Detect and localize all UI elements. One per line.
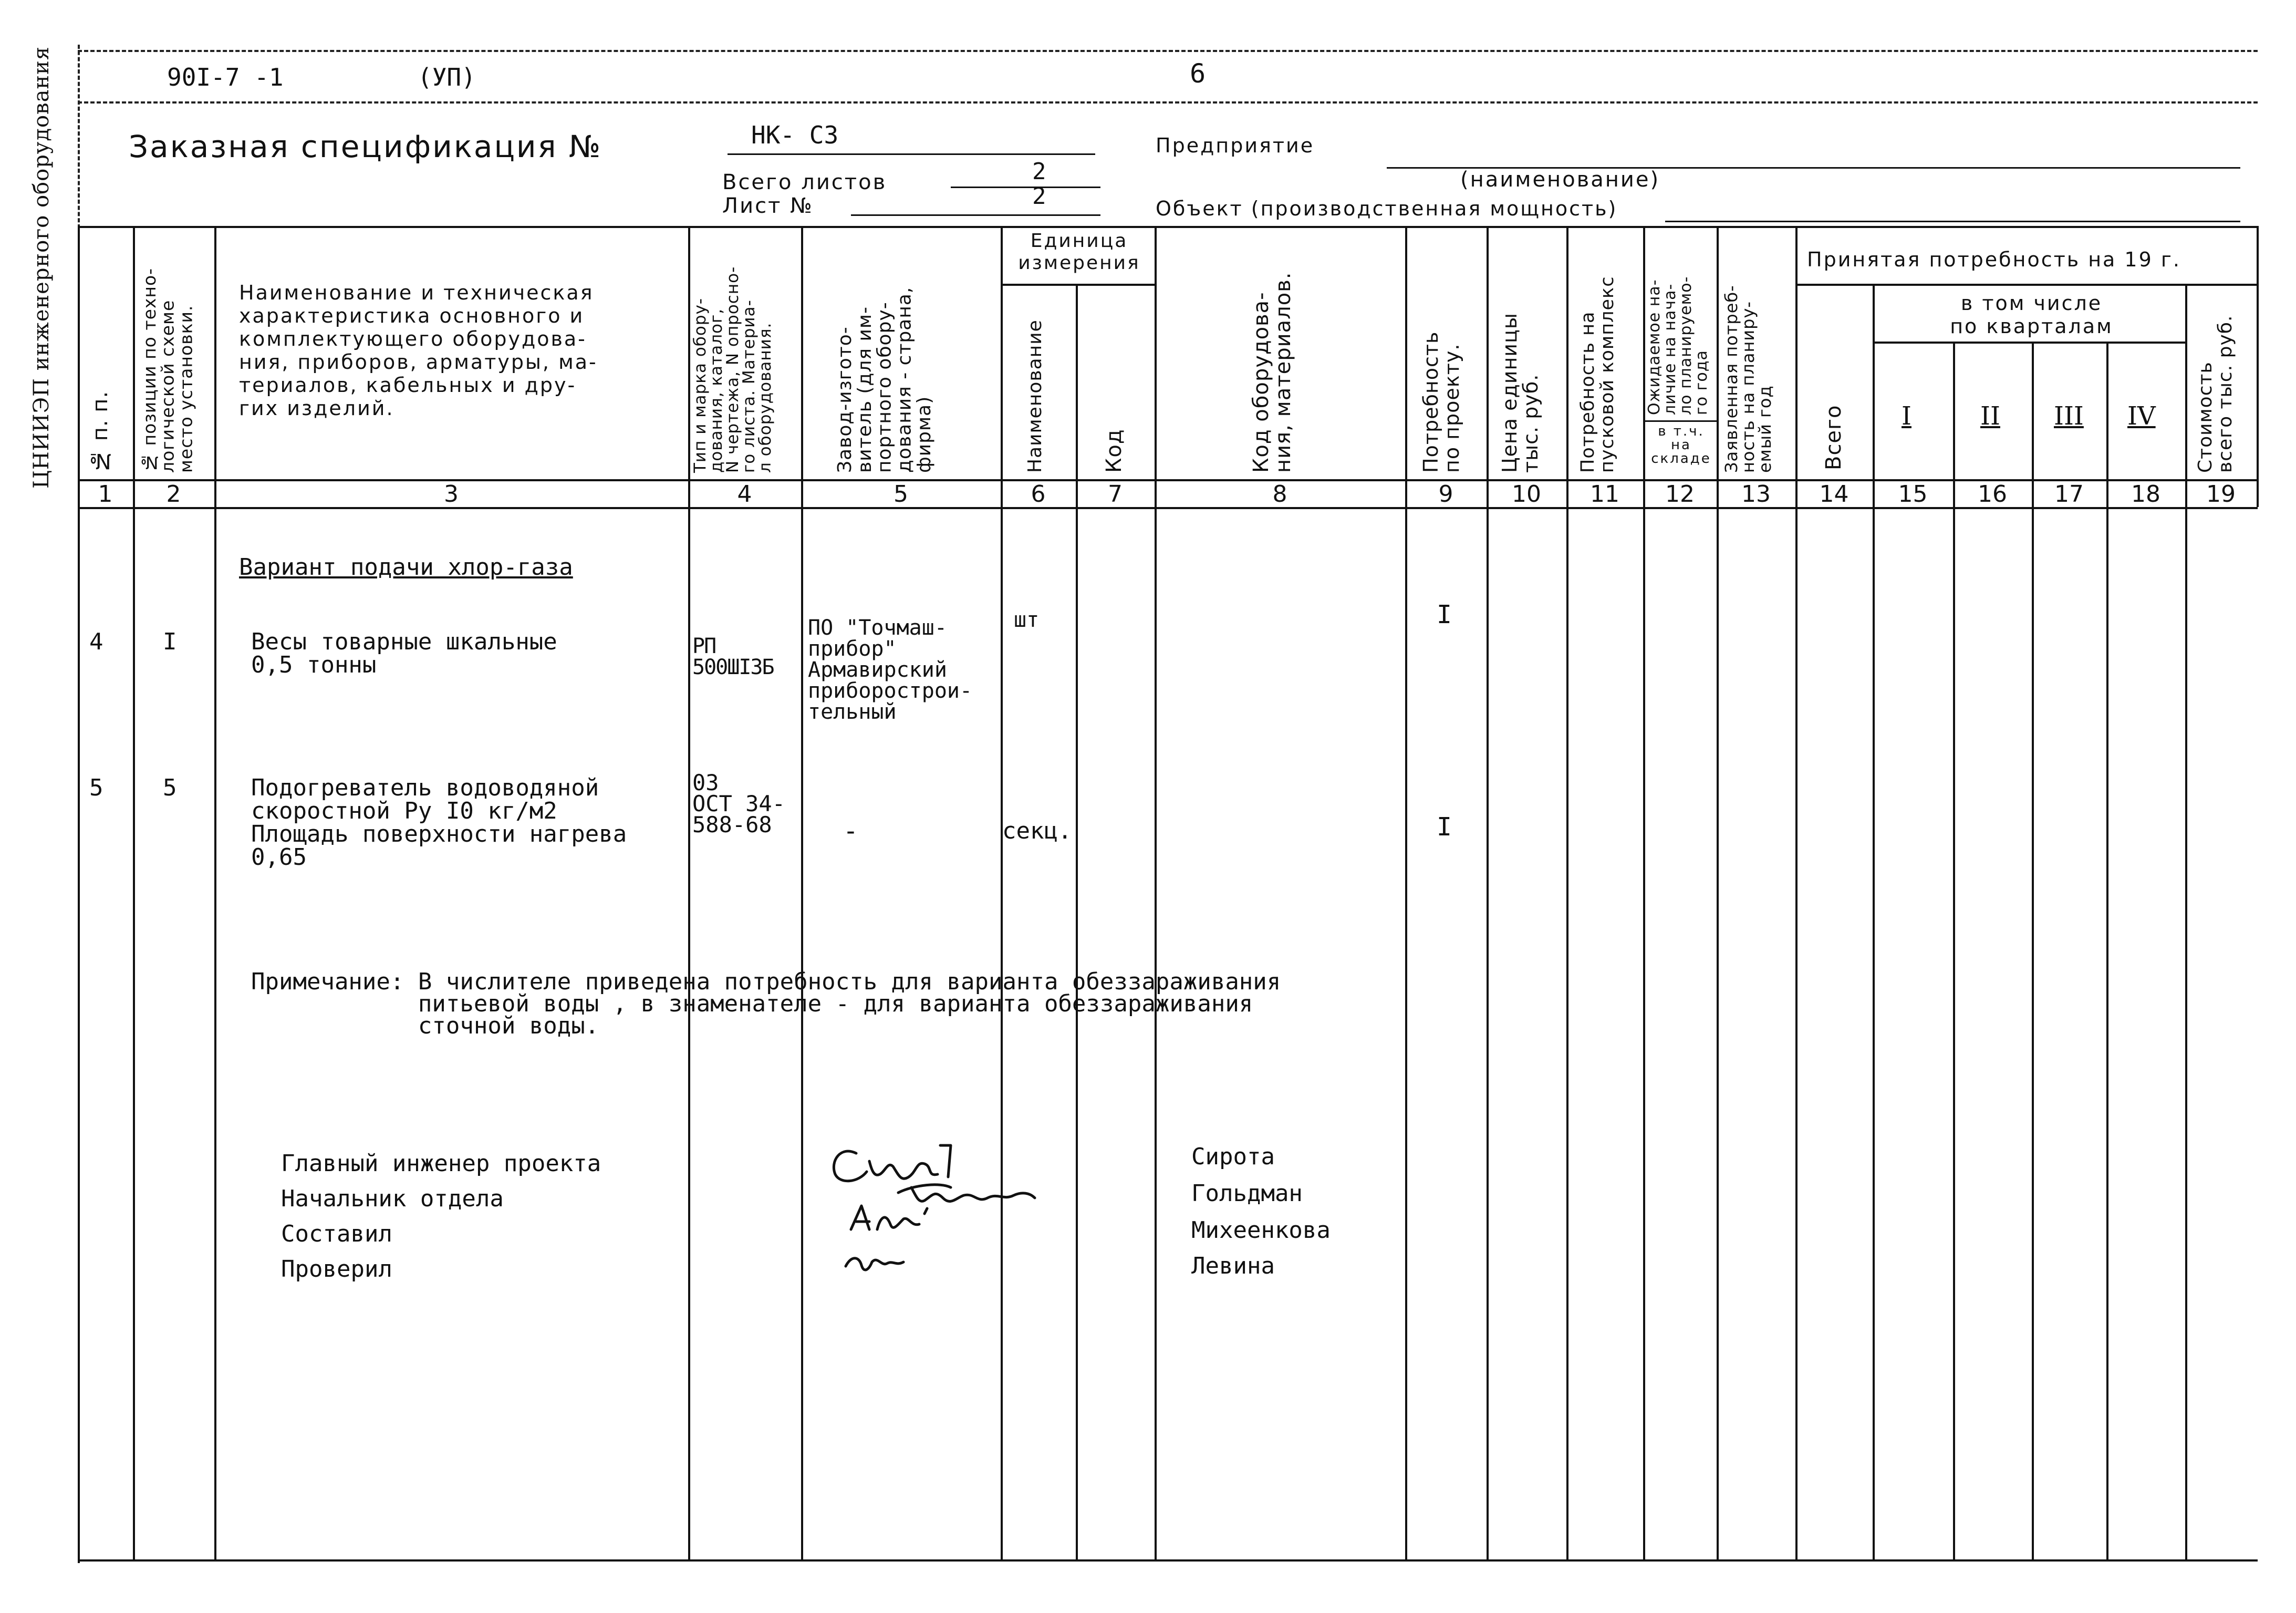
- column-number: 1: [98, 481, 113, 508]
- object-label: Объект (производственная мощность): [1156, 197, 1618, 220]
- row-2-n: 5: [89, 774, 103, 801]
- column-number: 16: [1978, 481, 2007, 508]
- side-label: ЦНИИЭП инженерного оборудования: [29, 46, 54, 489]
- name-caption: (наименование): [1460, 168, 1660, 192]
- col-sep: [1405, 226, 1407, 1560]
- column-number: 6: [1031, 481, 1046, 508]
- column-number: 2: [166, 481, 181, 508]
- col-sep: [1717, 226, 1719, 1560]
- column-number: 10: [1512, 481, 1541, 508]
- stock-line: [1643, 420, 1717, 422]
- quarters-line: [1873, 342, 2187, 344]
- header-c4: Тип и марка обору- дования, каталог, N чертежа, N опросно- го листа. Материа- л оборудования.: [691, 266, 775, 473]
- col-sep: [2032, 342, 2034, 1560]
- header-c7: Код: [1102, 429, 1126, 473]
- column-number: 14: [1819, 481, 1849, 508]
- total-sheets-label: Всего листов: [722, 170, 887, 194]
- column-number: 8: [1272, 481, 1287, 508]
- col-sep: [133, 226, 135, 1560]
- spec-number: НК- С3: [751, 121, 839, 149]
- sheet-line: [851, 214, 1100, 216]
- header-c9: Потребность по проекту.: [1419, 331, 1463, 473]
- frame-right: [2257, 226, 2259, 507]
- frame-line-2: [78, 101, 2258, 104]
- col-sep: [1795, 226, 1798, 1560]
- page-title: Заказная спецификация №: [129, 129, 602, 164]
- col-sep: [2185, 284, 2187, 1560]
- page-number: 6: [1190, 58, 1206, 89]
- sheet-label: Лист №: [722, 194, 814, 218]
- header-c8: Код оборудова- ния, материалов.: [1249, 272, 1295, 473]
- header-c12: Ожидаемое на- личие на нача- ло планируемо- го года: [1645, 276, 1711, 415]
- frame-left: [78, 226, 80, 1563]
- col-sep: [688, 226, 690, 1560]
- section-title: Вариант подачи хлор-газа: [239, 554, 573, 581]
- column-number: 18: [2131, 481, 2160, 508]
- col-sep: [1566, 226, 1568, 1560]
- sheet-value: 2: [1032, 183, 1046, 210]
- header-q1: I: [1902, 401, 1911, 431]
- col-sep: [1076, 284, 1078, 1560]
- header-accepted-need: Принятая потребность на 19 г.: [1807, 248, 2181, 271]
- column-number: 17: [2054, 481, 2084, 508]
- col-sep: [1487, 226, 1489, 1560]
- column-number: 4: [737, 481, 752, 508]
- header-c12b: в т.ч. на складе: [1651, 423, 1711, 467]
- unit-group-line: [1001, 284, 1156, 286]
- header-c14: Всего: [1822, 405, 1846, 470]
- col-sep: [801, 226, 803, 1560]
- header-c13: Заявленная потреб- ность на планиру- емый год: [1721, 285, 1775, 473]
- column-number: 9: [1438, 481, 1453, 508]
- doc-code: 90I-7 -1: [167, 63, 284, 91]
- column-number: 7: [1108, 481, 1123, 508]
- col-sep: [214, 226, 216, 1560]
- row-1-qty: I: [1437, 600, 1452, 629]
- row-2-maker: -: [843, 816, 858, 846]
- row-2-name: Подогреватель водоводяной скоростной Ру I0 кг/м2 Площадь поверхности нагрева 0,65: [251, 774, 627, 871]
- row-1-name: Весы товарные шкальные 0,5 тонны: [251, 628, 557, 678]
- total-sheets-line: [951, 187, 1100, 188]
- frame-bottom: [78, 1559, 2258, 1562]
- row-1-n: 4: [89, 628, 103, 655]
- signature-name: Сирота: [1191, 1143, 1275, 1170]
- column-number: 5: [894, 481, 908, 508]
- col-sep: [1001, 226, 1003, 1560]
- object-line: [1665, 221, 2240, 222]
- header-quarters-group: в том числе по кварталам: [1950, 292, 2113, 338]
- header-c10: Цена единицы тыс. руб.: [1498, 313, 1542, 473]
- header-c3: Наименование и техническая характеристика основного и комплектующего оборудова- ния, приборов, арматуры, ма- териалов, кабельных и дру- гих изделий.: [239, 281, 598, 420]
- frame-top: [78, 50, 2258, 52]
- row-2-unit: секц.: [1002, 818, 1072, 844]
- frame-left-top: [78, 45, 80, 229]
- col-sep: [1873, 284, 1875, 1560]
- header-c6: Наименование: [1024, 319, 1046, 473]
- note: Примечание: В числителе приведена потребность для варианта обеззараживания питьевой воды , в знаменателе - для варианта обеззараживания сточной воды.: [251, 968, 1281, 1039]
- col-sep: [1155, 226, 1157, 1560]
- row-1-type: РП 500ШI3Б: [692, 634, 774, 679]
- column-number: 12: [1665, 481, 1695, 508]
- header-q2: II: [1980, 401, 2000, 431]
- column-number: 15: [1898, 481, 1928, 508]
- header-c5: Завод-изгото- витель (для им- портного обору- дования - страна, фирма): [834, 286, 936, 473]
- column-number: 11: [1590, 481, 1619, 508]
- spec-number-line: [728, 153, 1095, 155]
- header-c19: Стоимость всего тыс. руб.: [2195, 315, 2236, 473]
- col-sep: [1643, 226, 1645, 1560]
- row-2-qty: I: [1437, 812, 1452, 842]
- column-number: 3: [444, 481, 459, 508]
- row-2-pos: 5: [163, 774, 177, 801]
- enterprise-label: Предприятие: [1156, 134, 1315, 157]
- signature-role: Составил: [281, 1221, 392, 1247]
- signature-name: Гольдман: [1191, 1180, 1303, 1207]
- signature-name: Левина: [1191, 1253, 1275, 1279]
- signature-role: Проверил: [281, 1256, 392, 1283]
- row-1-maker: ПО "Точмаш- прибор" Армавирский приборострои- тельный: [808, 616, 973, 724]
- column-number: 19: [2206, 481, 2236, 508]
- signature-role: Главный инженер проекта: [281, 1150, 601, 1177]
- header-top: [78, 226, 2258, 228]
- row-1-pos: I: [163, 628, 177, 655]
- header-c11: Потребность на пусковой комплекс: [1577, 276, 1618, 473]
- header-c2: № позиции по техно- логической схеме место установки.: [139, 267, 196, 473]
- header-q4: IV: [2127, 401, 2156, 431]
- doc-stage: (УП): [418, 63, 476, 91]
- signature-name: Михеенкова: [1191, 1217, 1331, 1244]
- row-2-type: 03 ОСТ 34- 588-68: [692, 770, 786, 837]
- row-1-unit: шт: [1014, 608, 1040, 632]
- signature-role: Начальник отдела: [281, 1185, 504, 1212]
- col-sep: [1953, 342, 1955, 1560]
- column-number: 13: [1741, 481, 1771, 508]
- header-unit-group: Единица измерения: [1018, 230, 1140, 274]
- header-c1: № п. п.: [88, 390, 112, 473]
- accepted-need-line: [1795, 284, 2258, 286]
- handwritten-signatures: [819, 1124, 1114, 1303]
- header-q3: III: [2054, 401, 2084, 431]
- total-sheets-value: 2: [1032, 158, 1046, 185]
- col-sep: [2106, 342, 2108, 1560]
